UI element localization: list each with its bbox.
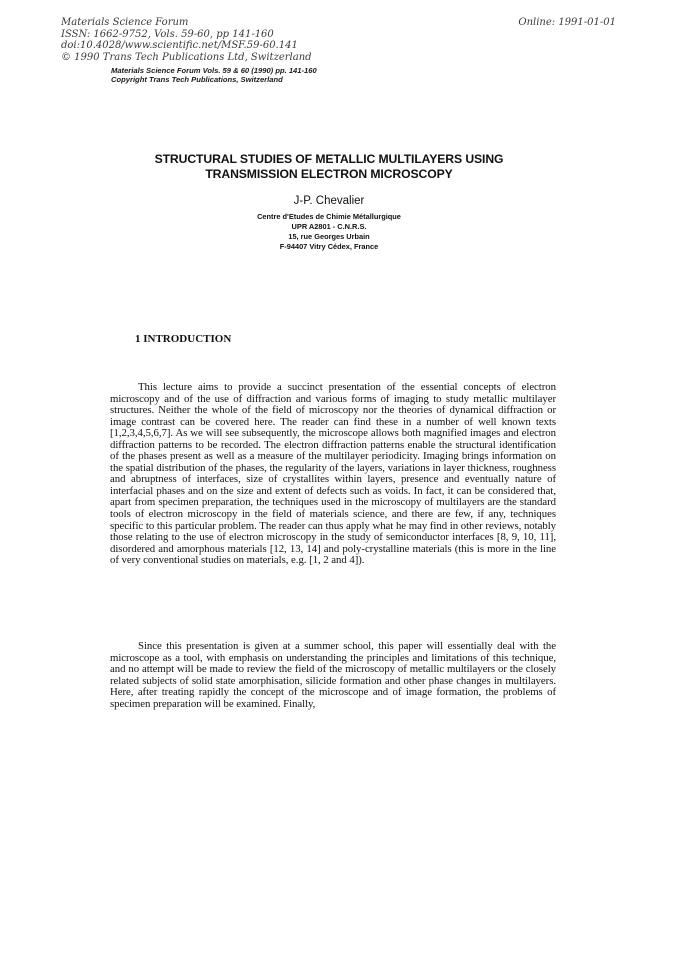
affiliation-line: Centre d'Etudes de Chimie Métallurgique bbox=[257, 212, 401, 221]
affiliation-line: F-94407 Vitry Cédex, France bbox=[279, 242, 379, 252]
issn-line: ISSN: 1662-9752, Vols. 59-60, pp 141-160 bbox=[61, 28, 274, 40]
journal-citation bbox=[61, 17, 312, 63]
stamp-copyright-line: Copyright Trans Tech Publications, Switzerland bbox=[111, 75, 283, 85]
doi-line: doi:10.4028/www.scientific.net/MSF.59-60.141 bbox=[61, 40, 298, 52]
online-date: Online: 1991-01-01 bbox=[518, 17, 616, 28]
stamp-volume-line: Materials Science Forum Vols. 59 & 60 (1990) pp. 141-160 bbox=[111, 66, 317, 75]
affiliation-line: 15, rue Georges Urbain bbox=[288, 232, 370, 242]
journal-name: Materials Science Forum bbox=[61, 17, 189, 28]
title-line-2: TRANSMISSION ELECTRON MICROSCOPY bbox=[205, 167, 453, 181]
copyright-line: © 1990 Trans Tech Publications Ltd, Switzerland bbox=[61, 51, 312, 63]
body-paragraph: This lecture aims to provide a succinct presentation of the essential concepts of electron microscopy and of the use of diffraction and various forms of imaging to study metallic multilayer structures. Neither the whole of the field of microscopy nor the theories of dynamical diffraction or image contrast can be covered here. The reader can find these in a number of well known texts [1,2,3,4,5,6,7]. As we will see subsequently, the microscope allows both magnified images and electron diffraction patterns to be recorded. The electron diffraction patterns enable the structural identification of the phases present as well as a measure of the multilayer periodicity. Imaging brings information on the spatial distribution of the phases, the regularity of the layers, variations in layer thickness, roughness and abruptness of interfaces, size of crystallites within layers, presence and eventually nature of interfacial phases and on the size and extent of defects such as voids. In fact, it can be considered that, apart from specimen preparation, the techniques used in the microscopy of multilayers are the standard tools of electron microscopy in the field of materials science, and there are few, if any, techniques specific to this particular problem. The reader can thus apply what he may find in other reviews, notably those relating to the use of electron microscopy in the study of semiconductor interfaces [8, 9, 10, 11], disordered and amorphous materials [12, 13, 14] and poly-crystalline materials (this is more in the line of very conventional studies on materials, e.g. [1, 2 and 4]). bbox=[110, 381, 556, 567]
title-line-1: STRUCTURAL STUDIES OF METALLIC MULTILAYERS USING bbox=[154, 152, 504, 166]
affiliation bbox=[100, 212, 558, 252]
body-paragraph: Since this presentation is given at a summer school, this paper will essentially deal with the microscope as a tool, with emphasis on understanding the principles and limitations of this technique, and no attempt will be made to review the field of the microscopy of metallic multilayers or the closely related subjects of solid state amorphisation, silicide formation and other phase changes in multilayers. Here, after treating rapidly the concept of the microscope and of image formation, the problems of specimen preparation will be examined. Finally, bbox=[110, 640, 556, 710]
affiliation-line: UPR A2801 - C.N.R.S. bbox=[291, 222, 367, 232]
print-stamp bbox=[111, 66, 317, 84]
paper-title bbox=[100, 152, 558, 182]
section-heading: 1 INTRODUCTION bbox=[135, 333, 232, 345]
author-name: J-P. Chevalier bbox=[293, 195, 365, 207]
